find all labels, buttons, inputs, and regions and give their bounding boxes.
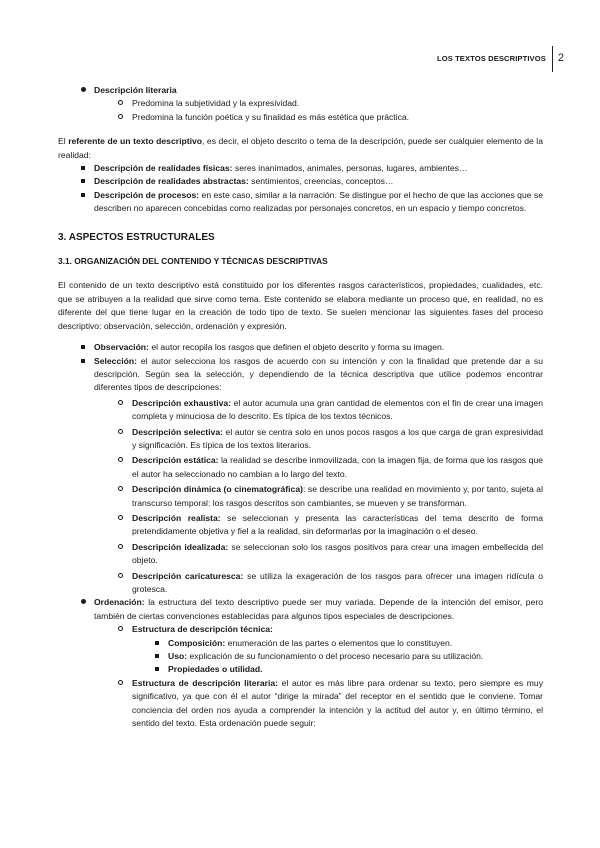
text: el autor es más libre para ordenar su texto, pero siempre es muy significativo, ya que con él el autor “dirige la mirada” del receptor en el sentido que le conviene. Tomar conciencia del orden nos ayuda a comprender la intención y la actitud del autor y, en último término, el sentido del texto. Esta ordenación puede seguir: [132, 677, 544, 729]
bold-text: referente de un texto descriptivo [68, 136, 202, 147]
bullet-circle-icon [113, 454, 127, 467]
sub-list-item [58, 97, 543, 110]
paragraph-referente [58, 135, 543, 162]
paragraph-intro: El contenido de un texto descriptivo está constituido por los diferentes rasgos característicos, propiedades, cualidades, etc. que se atribuyen a la realidad que sirve como tema. Este contenido se elabora mediante un proceso que, en realidad, no es diferente del que tiene lugar en la creación de todo tipo de texto. Se suelen mencionar las siguientes fases del proceso descriptivo: observación, selección, ordenación y expresión. [58, 280, 543, 331]
text: sentimientos, creencias, conceptos… [248, 176, 394, 187]
sub-list-item [58, 397, 543, 424]
list-item [58, 84, 543, 97]
bold-text: Descripción dinámica (o cinematográfica) [132, 484, 303, 495]
text: se seleccionan y presenta las características del tema descrito de forma pretendidamente objetiva y fiel a la realidad, sin deformarlas por la imaginación o el deseo. [132, 512, 544, 537]
text: : se describe una realidad en movimiento y, por tanto, sujeta al transcurso temporal: los rasgos descritos son cambiantes, se mueven y se transforman. [132, 484, 543, 508]
list-item-seleccion [58, 355, 543, 395]
bullet-circle-icon [113, 541, 127, 554]
bullet-square-icon [150, 637, 164, 650]
list-item [58, 175, 543, 188]
sub-list-item-text: Predomina la función poética y su finalidad es más estética que práctica. [132, 111, 410, 122]
bullet-dot-icon [76, 84, 90, 97]
bullet-circle-icon [113, 570, 127, 583]
bold-text: Descripción de realidades físicas: [94, 163, 233, 174]
sub-list-item [58, 512, 543, 539]
section-heading: 3. ASPECTOS ESTRUCTURALES [58, 231, 215, 243]
text: el autor selecciona los rasgos de acuerdo con su intención y con la finalidad que pretende dar a su descripción. Según sea la selección, y dependiendo de la técnica descriptiva que utilice podemos encontrar diferentes tipos de descripciones: [94, 355, 543, 393]
text: la estructura del texto descriptivo puede ser muy variada. Depende de la intención del emisor, pero también de ciertas convenciones establecidas para algunos tipos especiales de descripciones. [94, 597, 543, 621]
sub-sub-list-item [58, 650, 543, 663]
text: se seleccionan solo los rasgos positivos para crear una imagen embellecida del objeto. [132, 541, 543, 566]
bold-text: Descripción realista: [132, 512, 221, 523]
bullet-square-icon [150, 650, 164, 663]
text: la realidad se describe inmovilizada, con la imagen fija, de forma que los rasgos que el autor ha seleccionado no cambian a lo largo del texto. [132, 455, 543, 479]
bold-text: Descripción caricaturesca: [132, 570, 244, 581]
text: explicación de su funcionamiento o del proceso necesario para su utilización. [187, 651, 484, 662]
text: el autor recopila los rasgos que definen el objeto descrito y forma su imagen. [148, 342, 445, 353]
bullet-circle-icon [113, 677, 127, 690]
page-number: 2 [557, 52, 564, 65]
text: , es decir, el objeto descrito o tema de la descripción, puede ser cualquier elemento de la realidad: [58, 136, 543, 160]
header-divider [552, 46, 553, 72]
bullet-square-icon [76, 355, 90, 368]
bold-text: Estructura de descripción literaria: [132, 677, 279, 688]
bold-text: Composición: [168, 637, 226, 648]
bullet-square-icon [76, 162, 90, 175]
bullet-circle-icon [113, 397, 127, 410]
bold-text: Ordenación: [94, 597, 145, 608]
bold-text: Descripción estática: [132, 455, 219, 466]
sub-list-item [58, 570, 543, 597]
bold-text: Estructura de descripción técnica: [132, 624, 273, 635]
list-item-title: Descripción literaria [94, 85, 177, 95]
bold-text: Descripción selectiva: [132, 426, 223, 437]
text: el autor acumula una gran cantidad de elementos con el fin de crear una imagen completa y minuciosa de lo descrito. Es típica de los textos técnicos. [132, 397, 543, 422]
page-content [58, 84, 543, 730]
header-title: LOS TEXTOS DESCRIPTIVOS [436, 54, 546, 64]
sub-list-item-tecnica [58, 623, 543, 636]
bullet-dot-icon [76, 596, 90, 609]
bullet-circle-icon [113, 483, 127, 496]
bold-text: Propiedades o utilidad. [168, 664, 263, 675]
bullet-square-icon [150, 663, 164, 676]
sub-sub-list-item [58, 663, 543, 676]
bullet-square-icon [76, 175, 90, 188]
bullet-circle-icon [113, 623, 127, 636]
sub-list-item [58, 426, 543, 453]
bold-text: Descripción de procesos: [94, 189, 200, 200]
text: en este caso, similar a la narración. Se distingue por el hecho de que las acciones que se describen no aparecen concebidas como realizadas por personajes concretos, en un espacio y tiempo concretos. [94, 189, 543, 214]
bullet-circle-icon [113, 111, 127, 124]
bullet-circle-icon [113, 426, 127, 439]
page-header [437, 46, 564, 72]
sub-sub-list-item [58, 637, 543, 650]
subsection-heading: 3.1. ORGANIZACIÓN DEL CONTENIDO Y TÉCNICAS DESCRIPTIVAS [58, 256, 328, 267]
list-item-ordenacion [58, 596, 543, 623]
bullet-circle-icon [113, 512, 127, 525]
sub-list-item [58, 541, 543, 568]
sub-list-item-text: Predomina la subjetividad y la expresividad. [132, 98, 300, 109]
sub-list-item [58, 111, 543, 124]
bold-text: Uso: [168, 651, 188, 662]
text: enumeración de las partes o elementos que lo constituyen. [225, 637, 453, 648]
sub-list-item [58, 483, 543, 510]
bold-text: Observación: [94, 342, 149, 353]
list-item-observacion [58, 341, 543, 354]
text: se utiliza la exageración de los rasgos para ofrecer una imagen ridícula o grotesca. [132, 570, 543, 594]
bullet-circle-icon [113, 97, 127, 110]
text: seres inanimados, animales, personas, lugares, ambientes… [232, 163, 468, 174]
text: El [58, 136, 69, 147]
list-item [58, 162, 543, 175]
bold-text: Selección: [94, 355, 137, 366]
bold-text: Descripción de realidades abstractas: [94, 176, 249, 187]
bold-text: Descripción idealizada: [132, 541, 229, 552]
sub-list-item-literaria [58, 677, 543, 731]
sub-list-item [58, 454, 543, 481]
bullet-square-icon [76, 189, 90, 202]
text: el autor se centra solo en unos pocos rasgos a los que carga de gran expresividad y significación. Es típica de los textos literarios. [132, 426, 543, 450]
list-item [58, 189, 543, 216]
bold-text: Descripción exhaustiva: [132, 397, 232, 408]
bullet-square-icon [76, 341, 90, 354]
